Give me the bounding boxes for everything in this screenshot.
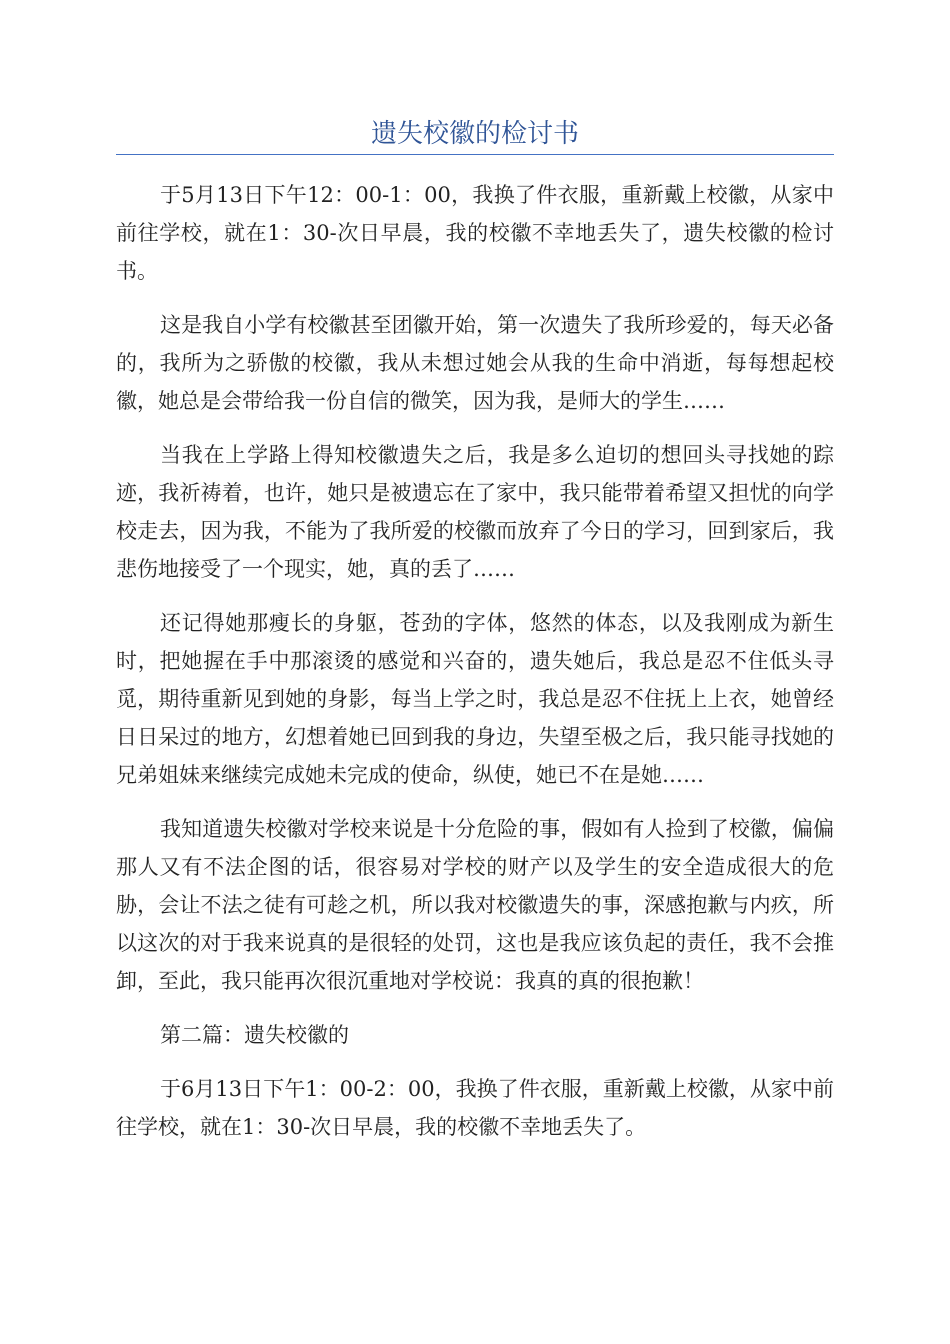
paragraph-4: 还记得她那瘦长的身躯，苍劲的字体，悠然的体态，以及我刚成为新生时，把她握在手中那滚烫的感觉和兴奋的，遗失她后，我总是忍不住低头寻觅，期待重新见到她的身影，每当上学之时，我总是忍不住抚上上衣，她曾经日日呆过的地方，幻想着她已回到我的身边，失望至极之后，我只能寻找她的兄弟姐妹来继续完成她未完成的使命，纵使，她已不在是她…… bbox=[116, 611, 834, 787]
title-underline bbox=[116, 154, 834, 155]
paragraph-3: 当我在上学路上得知校徽遗失之后，我是多么迫切的想回头寻找她的踪迹，我祈祷着，也许，她只是被遗忘在了家中，我只能带着希望又担忧的向学校走去，因为我，不能为了我所爱的校徽而放弃了今日的学习，回到家后，我悲伤地接受了一个现实，她，真的丢了…… bbox=[116, 443, 834, 581]
paragraph-5: 我知道遗失校徽对学校来说是十分危险的事，假如有人捡到了校徽，偏偏那人又有不法企图的话，很容易对学校的财产以及学生的安全造成很大的危胁，会让不法之徒有可趁之机，所以我对校徽遗失的事，深感抱歉与内疚，所以这次的对于我来说真的是很轻的处罚，这也是我应该负起的责任，我不会推卸，至此，我只能再次很沉重地对学校说：我真的真的很抱歉！ bbox=[116, 817, 834, 993]
document-title: 遗失校徽的检讨书 bbox=[370, 119, 579, 149]
paragraph-1: 于5月13日下午12：00-1：00，我换了件衣服，重新戴上校徽，从家中前往学校，就在1：30-次日早晨，我的校徽不幸地丢失了，遗失校徽的检讨书。 bbox=[116, 183, 834, 283]
paragraph-6: 于6月13日下午1：00-2：00，我换了件衣服，重新戴上校徽，从家中前往学校，就在1：30-次日早晨，我的校徽不幸地丢失了。 bbox=[116, 1077, 834, 1139]
section-heading-second: 第二篇：遗失校徽的 bbox=[160, 1023, 349, 1047]
document-body bbox=[116, 176, 834, 1162]
paragraph-2: 这是我自小学有校徽甚至团徽开始，第一次遗失了我所珍爱的，每天必备的，我所为之骄傲的校徽，我从未想过她会从我的生命中消逝，每每想起校徽，她总是会带给我一份自信的微笑，因为我，是师大的学生…… bbox=[116, 313, 834, 413]
